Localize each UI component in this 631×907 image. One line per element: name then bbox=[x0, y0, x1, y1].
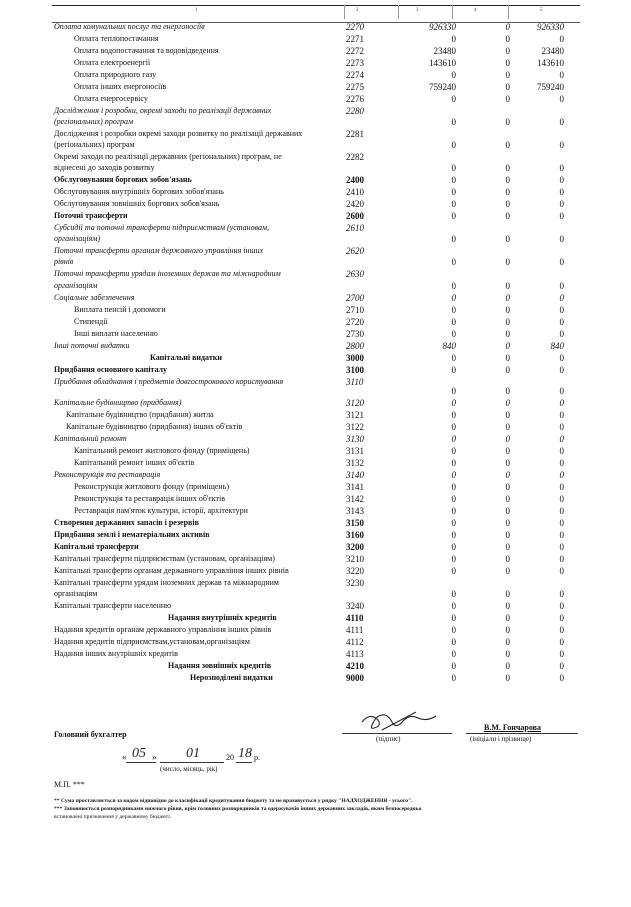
row-value-2: 0 bbox=[505, 625, 510, 635]
row-value-3: 0 bbox=[559, 329, 564, 339]
row-value-3: 143610 bbox=[537, 58, 564, 68]
row-value-2: 0 bbox=[505, 34, 510, 44]
row-value-1: 0 bbox=[451, 458, 456, 468]
column-divider bbox=[398, 5, 399, 19]
row-value-3: 0 bbox=[559, 637, 564, 647]
row-value-2: 0 bbox=[505, 661, 510, 671]
row-value-1: 0 bbox=[451, 175, 456, 185]
row-label: Дослідження і розробки, окремі заходи по реалізації державних bbox=[54, 106, 272, 115]
row-label: Капітальні трансферти органам державного управління інших рівнів bbox=[54, 566, 289, 575]
row-label: Капітальні трансферти населенню bbox=[54, 601, 172, 610]
row-label: Окремі заходи по реалізації державних (регіональних) програм, не bbox=[54, 152, 282, 161]
row-value-3: 0 bbox=[559, 305, 564, 315]
row-label: Дослідження і розробки окремі заходи розвитку по реалізації державних bbox=[54, 129, 303, 138]
row-value-3: 0 bbox=[559, 94, 564, 104]
row-value-1: 0 bbox=[451, 482, 456, 492]
row-code: 2275 bbox=[346, 82, 364, 92]
row-label: рівнів bbox=[54, 257, 74, 266]
row-value-1: 0 bbox=[451, 434, 456, 444]
row-value-3: 0 bbox=[559, 386, 564, 396]
row-label: Інші виплати населенню bbox=[74, 329, 158, 338]
row-code: 4112 bbox=[346, 637, 364, 647]
row-code: 4113 bbox=[346, 649, 364, 659]
row-value-2: 0 bbox=[505, 140, 510, 150]
row-value-3: 0 bbox=[559, 398, 564, 408]
column-header-2: 2 bbox=[356, 8, 359, 13]
row-value-1: 0 bbox=[451, 470, 456, 480]
row-code: 2271 bbox=[346, 34, 364, 44]
row-label: віднесені до заходів розвитку bbox=[54, 163, 155, 172]
row-value-2: 0 bbox=[505, 94, 510, 104]
table-top-border bbox=[52, 5, 580, 6]
row-value-1: 840 bbox=[442, 341, 456, 351]
row-label: Соціальне забезпечення bbox=[54, 293, 135, 302]
row-code: 3000 bbox=[346, 353, 364, 363]
row-value-3: 0 bbox=[559, 530, 564, 540]
row-code: 2410 bbox=[346, 187, 364, 197]
row-value-2: 0 bbox=[505, 187, 510, 197]
row-value-2: 0 bbox=[505, 494, 510, 504]
row-value-3: 0 bbox=[559, 34, 564, 44]
column-divider bbox=[508, 5, 509, 19]
row-value-2: 0 bbox=[505, 446, 510, 456]
row-value-3: 840 bbox=[550, 341, 564, 351]
row-label: Оплата комунальних послуг та енергоносіїв bbox=[54, 22, 205, 31]
row-label: Надання кредитів органам державного управління інших рівнів bbox=[54, 625, 272, 634]
column-divider bbox=[344, 5, 345, 19]
row-value-1: 0 bbox=[451, 542, 456, 552]
row-value-1: 0 bbox=[451, 305, 456, 315]
date-day: 05 bbox=[132, 746, 146, 761]
row-value-3: 0 bbox=[559, 458, 564, 468]
row-value-2: 0 bbox=[505, 365, 510, 375]
row-label: (регіональних) програм bbox=[54, 140, 135, 149]
row-value-1: 143610 bbox=[429, 58, 456, 68]
row-code: 3140 bbox=[346, 470, 364, 480]
row-value-1: 0 bbox=[451, 661, 456, 671]
row-label: Капітальні трансферти підприємствам (установам, організаціям) bbox=[54, 554, 275, 563]
row-code: 3110 bbox=[346, 377, 364, 387]
column-header-3: 3 bbox=[416, 8, 419, 13]
row-value-1: 0 bbox=[451, 293, 456, 303]
row-code: 3131 bbox=[346, 446, 364, 456]
footnote-1: ** Сума проставляється за кодом відповідно до класифікації кредитування бюджету та не враховується у рядку "НАДХОДЖЕННЯ - усього". bbox=[54, 798, 413, 804]
row-label: Надання зовнішніх кредитів bbox=[168, 661, 272, 670]
signature-line bbox=[342, 733, 452, 734]
row-code: 3121 bbox=[346, 410, 364, 420]
row-value-3: 0 bbox=[559, 625, 564, 635]
row-value-3: 0 bbox=[559, 353, 564, 363]
row-code: 2620 bbox=[346, 246, 364, 256]
row-value-2: 0 bbox=[505, 211, 510, 221]
row-value-1: 0 bbox=[451, 422, 456, 432]
row-label: Капітальний ремонт житлового фонду (приміщень) bbox=[74, 446, 250, 455]
row-value-3: 0 bbox=[559, 187, 564, 197]
row-value-2: 0 bbox=[505, 649, 510, 659]
row-value-3: 0 bbox=[559, 673, 564, 683]
row-value-2: 0 bbox=[505, 70, 510, 80]
row-value-1: 0 bbox=[451, 94, 456, 104]
row-value-2: 0 bbox=[505, 554, 510, 564]
row-value-1: 0 bbox=[451, 637, 456, 647]
row-label: Придбання основного капіталу bbox=[54, 365, 167, 374]
name-caption: (ініціали і прізвище) bbox=[470, 735, 532, 743]
row-value-1: 0 bbox=[451, 140, 456, 150]
row-code: 2281 bbox=[346, 129, 364, 139]
row-code: 3130 bbox=[346, 434, 364, 444]
row-label: Капітальні трансферти bbox=[54, 542, 139, 551]
row-value-3: 0 bbox=[559, 317, 564, 327]
row-label: Реконструкція та реставрація інших об'єктів bbox=[74, 494, 226, 503]
row-code: 2274 bbox=[346, 70, 364, 80]
row-value-2: 0 bbox=[505, 542, 510, 552]
row-code: 2710 bbox=[346, 305, 364, 315]
row-code: 2270 bbox=[346, 22, 364, 32]
row-label: Оплата електроенергії bbox=[74, 58, 151, 67]
row-value-3: 0 bbox=[559, 589, 564, 599]
row-label: організаціям bbox=[54, 589, 98, 598]
row-value-3: 0 bbox=[559, 175, 564, 185]
row-label: Обслуговування внутрішніх боргових зобов'язань bbox=[54, 187, 224, 196]
row-code: 2730 bbox=[346, 329, 364, 339]
row-value-2: 0 bbox=[505, 234, 510, 244]
row-label: Поточні трансферти органам державного управління інших bbox=[54, 246, 264, 255]
row-code: 2610 bbox=[346, 223, 364, 233]
row-value-2: 0 bbox=[505, 175, 510, 185]
row-value-3: 0 bbox=[559, 494, 564, 504]
row-label: Надання кредитів підприємствам,установам,організаціям bbox=[54, 637, 250, 646]
row-value-1: 0 bbox=[451, 566, 456, 576]
row-label: Оплата енергосервісу bbox=[74, 94, 148, 103]
row-code: 2700 bbox=[346, 293, 364, 303]
row-code: 3240 bbox=[346, 601, 364, 611]
row-code: 2600 bbox=[346, 211, 364, 221]
row-value-1: 926330 bbox=[429, 22, 456, 32]
row-value-1: 0 bbox=[451, 365, 456, 375]
row-label: Оплата теплопостачання bbox=[74, 34, 159, 43]
row-label: Оплата інших енергоносіїв bbox=[74, 82, 167, 91]
column-header-5: 5 bbox=[540, 8, 543, 13]
row-value-1: 0 bbox=[451, 601, 456, 611]
row-value-1: 0 bbox=[451, 257, 456, 267]
row-label: Капітальні видатки bbox=[150, 353, 222, 362]
row-value-1: 0 bbox=[451, 554, 456, 564]
row-value-2: 0 bbox=[505, 46, 510, 56]
row-label: організаціям) bbox=[54, 234, 101, 243]
row-value-3: 0 bbox=[559, 542, 564, 552]
row-value-2: 0 bbox=[505, 518, 510, 528]
row-code: 2272 bbox=[346, 46, 364, 56]
row-value-2: 0 bbox=[505, 22, 510, 32]
row-label: організаціям bbox=[54, 281, 98, 290]
date-year: 18 bbox=[238, 746, 252, 761]
row-value-1: 0 bbox=[451, 353, 456, 363]
row-value-3: 0 bbox=[559, 601, 564, 611]
row-code: 3143 bbox=[346, 506, 364, 516]
row-code: 2282 bbox=[346, 152, 364, 162]
row-label: Субсидії та поточні трансферти підприємствам (установам, bbox=[54, 223, 270, 232]
row-value-2: 0 bbox=[505, 470, 510, 480]
row-value-2: 0 bbox=[505, 530, 510, 540]
row-label: Інші поточні видатки bbox=[54, 341, 130, 350]
row-value-2: 0 bbox=[505, 163, 510, 173]
row-value-1: 23480 bbox=[433, 46, 456, 56]
date-year-line bbox=[236, 762, 252, 763]
row-label: Капітальне будівництво (придбання) bbox=[54, 398, 182, 407]
row-value-3: 0 bbox=[559, 117, 564, 127]
row-value-3: 0 bbox=[559, 140, 564, 150]
row-value-3: 0 bbox=[559, 257, 564, 267]
row-value-1: 0 bbox=[451, 70, 456, 80]
row-value-2: 0 bbox=[505, 82, 510, 92]
row-label: Реконструкція житлового фонду (приміщень) bbox=[74, 482, 230, 491]
row-value-1: 0 bbox=[451, 446, 456, 456]
row-value-2: 0 bbox=[505, 637, 510, 647]
row-code: 3220 bbox=[346, 566, 364, 576]
row-label: Капітальний ремонт bbox=[54, 434, 127, 443]
row-code: 4110 bbox=[346, 613, 364, 623]
row-value-3: 759240 bbox=[537, 82, 564, 92]
row-value-1: 0 bbox=[451, 506, 456, 516]
row-value-1: 0 bbox=[451, 589, 456, 599]
row-value-2: 0 bbox=[505, 257, 510, 267]
row-label: Капітальний ремонт інших об'єктів bbox=[74, 458, 195, 467]
row-code: 3210 bbox=[346, 554, 364, 564]
row-value-3: 0 bbox=[559, 649, 564, 659]
row-label: Реставрація пам'яток культури, історії, архітектури bbox=[74, 506, 248, 515]
row-value-3: 0 bbox=[559, 281, 564, 291]
row-label: (регіональних) програм bbox=[54, 117, 134, 126]
row-value-1: 0 bbox=[451, 281, 456, 291]
row-code: 3122 bbox=[346, 422, 364, 432]
row-value-3: 0 bbox=[559, 293, 564, 303]
row-code: 2273 bbox=[346, 58, 364, 68]
row-value-1: 0 bbox=[451, 163, 456, 173]
name-line bbox=[466, 733, 578, 734]
row-value-1: 0 bbox=[451, 187, 456, 197]
row-value-2: 0 bbox=[505, 305, 510, 315]
row-value-1: 0 bbox=[451, 518, 456, 528]
row-label: Надання інших внутрішніх кредитів bbox=[54, 649, 178, 658]
footnote-2: *** Заповнюється розпорядниками нижчого рівня, крім головних розпорядників та одержувачів інших державних закладів, яким безпосередньо bbox=[54, 806, 422, 812]
row-code: 3200 bbox=[346, 542, 364, 552]
row-value-3: 23480 bbox=[541, 46, 564, 56]
row-label: Капітальне будівництво (придбання) інших об'єктів bbox=[66, 422, 243, 431]
row-value-2: 0 bbox=[505, 613, 510, 623]
row-value-1: 0 bbox=[451, 410, 456, 420]
row-value-3: 0 bbox=[559, 518, 564, 528]
column-divider bbox=[452, 5, 453, 19]
row-value-2: 0 bbox=[505, 281, 510, 291]
row-value-1: 0 bbox=[451, 398, 456, 408]
row-value-3: 0 bbox=[559, 661, 564, 671]
row-value-1: 0 bbox=[451, 117, 456, 127]
row-value-2: 0 bbox=[505, 117, 510, 127]
row-value-3: 0 bbox=[559, 234, 564, 244]
row-value-2: 0 bbox=[505, 317, 510, 327]
row-value-2: 0 bbox=[505, 398, 510, 408]
row-label: Придбання обладнання і предметів довгострокового користування bbox=[54, 377, 284, 386]
row-value-2: 0 bbox=[505, 673, 510, 683]
accountant-name: В.М. Гончарова bbox=[484, 723, 541, 732]
row-label: Стипендії bbox=[74, 317, 108, 326]
row-value-2: 0 bbox=[505, 410, 510, 420]
row-value-3: 0 bbox=[559, 554, 564, 564]
row-value-2: 0 bbox=[505, 482, 510, 492]
row-value-2: 0 bbox=[505, 601, 510, 611]
row-code: 2800 bbox=[346, 341, 364, 351]
row-code: 3100 bbox=[346, 365, 364, 375]
row-label: Реконструкція та реставрація bbox=[54, 470, 161, 479]
row-label: Капітальне будівництво (придбання) житла bbox=[66, 410, 214, 419]
row-label: Створення державних запасів і резервів bbox=[54, 518, 199, 527]
row-value-2: 0 bbox=[505, 458, 510, 468]
row-value-1: 0 bbox=[451, 649, 456, 659]
row-value-1: 0 bbox=[451, 234, 456, 244]
row-value-3: 0 bbox=[559, 422, 564, 432]
footnote-3: встановлені призначення у державному бюджеті. bbox=[54, 814, 172, 820]
budget-report-page: 1 2 3 4 5 Оплата комунальних послуг та енергоносіїв 2270 926330 0 926330 Оплата теплопостачання 2271 0 0 0 Оплата водопостачання та водовідведення 2272 23480 0 23480 Оплата електроенергії 2273 143610 0 143610 Оплата природного газу 2274 0 0 0 Оплата інших енергоносіїв 2275 759240 0 759240 Оплата енергосервісу 2276 0 0 0 Дослідження і розробки, окремі заходи по реалізації державних 2280 (регіональних) програм 0 0 0 Дослідження і розробки окремі заходи розвитку по реалізації державних 2281 (регіональних) програм 0 0 0 Окремі заходи по реалізації державних (регіональних) програм, не 2282 віднесені до заходів розвитку 0 0 0 Обслуговування боргових зобов'язань 2400 0 0 0 Обслуговування внутрішніх боргових зобов'язань 2410 0 0 0 Обслуговування зовнішніх боргових зобов'язань 2420 0 0 0 Поточні трансферти 2600 0 0 0 Субсидії та поточні трансферти підприємствам (установам, 2610 організаціям) 0 0 0 Поточні трансферти органам державного управління інших 2620 рівнів 0 0 0 Поточні трансферти урядам іноземних держав та міжнародним 2630 організаціям 0 0 0 Соціальне забезпечення 2700 0 0 0 Виплата пенсій і допомоги 2710 0 0 0 Стипендії 2720 0 0 0 Інші виплати населенню 2730 0 0 0 Інші поточні видатки 2800 840 0 840 Капітальні видатки 3000 0 0 0 Придбання основного капіталу 3100 0 0 0 Придбання обладнання і предметів довгострокового користування 3110 0 0 0 Капітальне будівництво (придбання) 3120 0 0 0 Капітальне будівництво (придбання) житла 3121 0 0 0 Капітальне будівництво (придбання) інших об'єктів 3122 0 0 0 Капітальний ремонт 3130 0 0 0 Капітальний ремонт житлового фонду (приміщень) 3131 0 0 0 Капітальний ремонт інших об'єктів 3132 0 0 0 Реконструкція та реставрація 3140 0 0 0 Реконструкція житлового фонду (приміщень) 3141 0 0 0 Реконструкція та реставрація інших об'єктів 3142 0 0 0 Реставрація пам'яток культури, історії, архітектури 3143 0 0 0 Створення державних запасів і резервів 3150 0 0 0 Придбання землі і нематеріальних активів 3160 0 0 0 Капітальні трансферти 3200 0 0 0 Капітальні трансферти підприємствам (установам, організаціям) 3210 0 0 0 Капітальні трансферти органам державного управління інших рівнів 3220 0 0 0 Капітальні трансферти урядам іноземних держав та міжнародним 3230 організаціям 0 0 0 Капітальні трансферти населенню 3240 0 0 0 Надання внутрішніх кредитів 4110 0 0 0 Надання кредитів органам державного управління інших рівнів 4111 0 0 0 Надання кредитів підприємствам,установам,організаціям 4112 0 0 0 Надання інших внутрішніх кредитів 4113 0 0 0 Надання зовнішніх кредитів 4210 0 0 0 Нерозподілені видатки 9000 0 0 0 Головний бухгалтер (підпис) В.М. Гончарова (ініціали і прізвище) « 05 » 01 20 18 р. (число, місяць, рік) М.П. *** ** Сума проставляється за кодом відповідно до класифікації кредитування бюджету та не враховується у рядку "НАДХОДЖЕННЯ - усього". *** Заповнюється розпорядниками нижчого рівня, крім головних розпорядників та одержувачів інших державних закладів, яким безпосередньо встановлені призначення у державному бюджеті. bbox=[0, 0, 631, 907]
column-header-4: 4 bbox=[474, 8, 477, 13]
row-value-2: 0 bbox=[505, 506, 510, 516]
stamp-label: М.П. *** bbox=[54, 780, 85, 789]
row-value-1: 0 bbox=[451, 673, 456, 683]
row-value-2: 0 bbox=[505, 199, 510, 209]
row-value-3: 0 bbox=[559, 365, 564, 375]
row-code: 3141 bbox=[346, 482, 364, 492]
chief-accountant-label: Головний бухгалтер bbox=[54, 730, 127, 739]
row-value-2: 0 bbox=[505, 566, 510, 576]
row-value-2: 0 bbox=[505, 353, 510, 363]
row-value-3: 0 bbox=[559, 410, 564, 420]
row-value-1: 0 bbox=[451, 329, 456, 339]
row-code: 2400 bbox=[346, 175, 364, 185]
row-value-1: 0 bbox=[451, 494, 456, 504]
row-value-2: 0 bbox=[505, 434, 510, 444]
row-value-3: 0 bbox=[559, 163, 564, 173]
row-value-2: 0 bbox=[505, 386, 510, 396]
column-header-1: 1 bbox=[195, 8, 198, 13]
row-value-1: 0 bbox=[451, 625, 456, 635]
row-value-2: 0 bbox=[505, 589, 510, 599]
row-value-2: 0 bbox=[505, 422, 510, 432]
row-value-3: 0 bbox=[559, 70, 564, 80]
date-caption: (число, місяць, рік) bbox=[160, 765, 218, 773]
row-code: 2420 bbox=[346, 199, 364, 209]
row-code: 4210 bbox=[346, 661, 364, 671]
row-label: Поточні трансферти урядам іноземних держав та міжнародним bbox=[54, 269, 281, 278]
row-code: 2630 bbox=[346, 269, 364, 279]
row-code: 2720 bbox=[346, 317, 364, 327]
date-suffix: р. bbox=[254, 753, 260, 762]
row-value-2: 0 bbox=[505, 341, 510, 351]
row-value-2: 0 bbox=[505, 58, 510, 68]
signature-caption: (підпис) bbox=[376, 735, 401, 743]
row-value-1: 759240 bbox=[429, 82, 456, 92]
row-code: 3160 bbox=[346, 530, 364, 540]
row-value-3: 0 bbox=[559, 613, 564, 623]
row-value-3: 0 bbox=[559, 211, 564, 221]
row-code: 4111 bbox=[346, 625, 364, 635]
row-value-1: 0 bbox=[451, 199, 456, 209]
row-label: Надання внутрішніх кредитів bbox=[168, 613, 277, 622]
row-value-1: 0 bbox=[451, 530, 456, 540]
row-value-1: 0 bbox=[451, 317, 456, 327]
row-label: Оплата природного газу bbox=[74, 70, 157, 79]
row-label: Придбання землі і нематеріальних активів bbox=[54, 530, 210, 539]
row-value-3: 0 bbox=[559, 199, 564, 209]
date-month: 01 bbox=[186, 746, 200, 761]
row-code: 3132 bbox=[346, 458, 364, 468]
row-value-3: 0 bbox=[559, 446, 564, 456]
row-value-2: 0 bbox=[505, 293, 510, 303]
row-value-3: 0 bbox=[559, 506, 564, 516]
row-value-3: 0 bbox=[559, 566, 564, 576]
row-code: 2276 bbox=[346, 94, 364, 104]
date-year-prefix: 20 bbox=[226, 753, 234, 762]
row-value-3: 0 bbox=[559, 470, 564, 480]
row-label: Капітальні трансферти урядам іноземних держав та міжнародним bbox=[54, 578, 279, 587]
row-value-3: 926330 bbox=[537, 22, 564, 32]
row-code: 9000 bbox=[346, 673, 364, 683]
date-month-line bbox=[160, 762, 224, 763]
row-value-3: 0 bbox=[559, 482, 564, 492]
row-label: Виплата пенсій і допомоги bbox=[74, 305, 166, 314]
row-code: 3150 bbox=[346, 518, 364, 528]
row-value-1: 0 bbox=[451, 613, 456, 623]
row-value-1: 0 bbox=[451, 211, 456, 221]
row-label: Обслуговування зовнішніх боргових зобов'язань bbox=[54, 199, 220, 208]
row-code: 3142 bbox=[346, 494, 364, 504]
date-day-line bbox=[126, 762, 156, 763]
row-value-1: 0 bbox=[451, 386, 456, 396]
row-value-3: 0 bbox=[559, 434, 564, 444]
row-code: 3230 bbox=[346, 578, 364, 588]
row-label: Нерозподілені видатки bbox=[190, 673, 273, 682]
row-value-2: 0 bbox=[505, 329, 510, 339]
row-value-1: 0 bbox=[451, 34, 456, 44]
row-label: Обслуговування боргових зобов'язань bbox=[54, 175, 192, 184]
row-code: 2280 bbox=[346, 106, 364, 116]
row-label: Оплата водопостачання та водовідведення bbox=[74, 46, 219, 55]
row-code: 3120 bbox=[346, 398, 364, 408]
row-label: Поточні трансферти bbox=[54, 211, 128, 220]
